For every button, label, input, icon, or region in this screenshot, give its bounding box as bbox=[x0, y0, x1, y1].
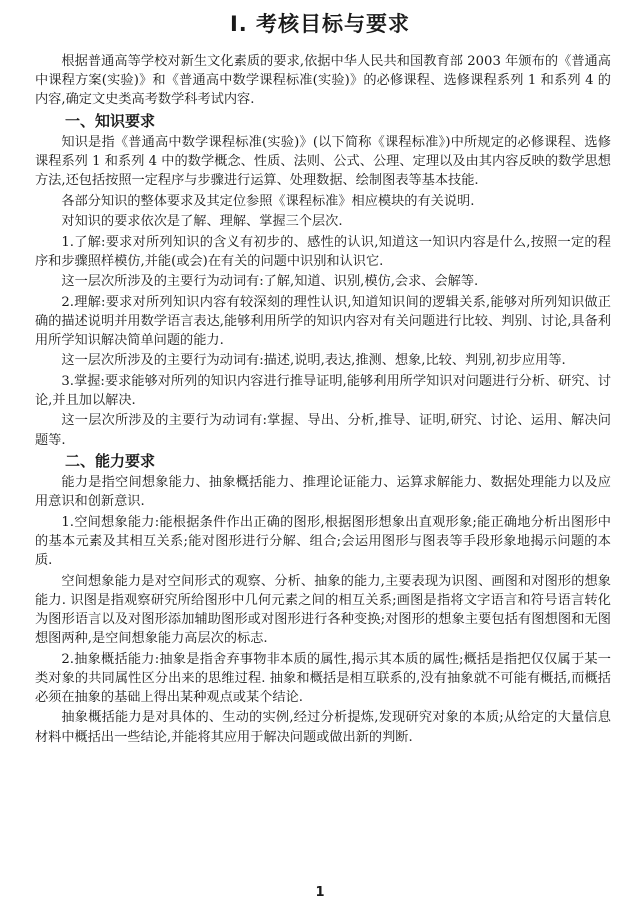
body-paragraph: 这一层次所涉及的主要行为动词有:了解,知道、识别,模仿,会求、会解等. bbox=[61, 274, 479, 290]
body-paragraph: 抽象概括能力是对具体的、生动的实例,经过分析提炼,发现研究对象的本质;从给定的大量信息材料中概括出一些结论,并能将其应用于解决问题或做出新的判断. bbox=[35, 710, 611, 745]
section-heading-ability: 二、能力要求 bbox=[65, 451, 156, 470]
page-title: Ⅰ. 考核目标与要求 bbox=[229, 12, 411, 36]
body-paragraph: 知识是指《普通高中数学课程标准(实验)》(以下简称《课程标准》)中所规定的必修课程、选修课程系列 1 和系列 4 中的数学概念、性质、法则、公式、公理、定理以及由其内容反映的数学思想方法,还包括按照一定程序与步骤进行运算、处理数据、绘制图表等基本技能. bbox=[35, 134, 611, 189]
body-paragraph: 2.理解:要求对所列知识内容有较深刻的理性认识,知道知识间的逻辑关系,能够对所列知识做正确的描述说明并用数学语言表达,能够利用所学的知识内容对有关问题进行比较、判别、讨论,具备利用所学知识解决简单问题的能力. bbox=[35, 294, 611, 348]
body-paragraph: 1.空间想象能力:能根据条件作出正确的图形,根据图形想象出直观形象;能正确地分析出图形中的基本元素及其相互关系;能对图形进行分解、组合;会运用图形与图表等手段形象地揭示问题的本质. bbox=[35, 514, 611, 569]
page-number: 1 bbox=[315, 885, 325, 900]
body-paragraph: 空间想象能力是对空间形式的观察、分析、抽象的能力,主要表现为识图、画图和对图形的想象能力. 识图是指观察研究所给图形中几何元素之间的相互关系;画图是指将文字语言和符号语言转化为图形语言以及对图形添加辅助图形或对图形进行各种变换;对图形的想象主要包括有图想图和无图想图两种,是空间想象能力高层次的标志. bbox=[35, 573, 611, 647]
body-paragraph: 对知识的要求依次是了解、理解、掌握三个层次. bbox=[61, 214, 343, 230]
section-heading-knowledge: 一、知识要求 bbox=[65, 111, 156, 130]
body-paragraph: 1.了解:要求对所列知识的含义有初步的、感性的认识,知道这一知识内容是什么,按照一定的程序和步骤照样模仿,并能(或会)在有关的问题中识别和认识它. bbox=[35, 234, 611, 269]
body-paragraph: 能力是指空间想象能力、抽象概括能力、推理论证能力、运算求解能力、数据处理能力以及应用意识和创新意识. bbox=[35, 475, 611, 510]
document-body bbox=[35, 52, 611, 748]
body-paragraph: 2.抽象概括能力:抽象是指舍弃事物非本质的属性,揭示其本质的属性;概括是指把仅仅属于某一类对象的共同属性区分出来的思维过程. 抽象和概括是相互联系的,没有抽象就不可能有概括,而概括必须在抽象的基础上得出某种观点或某个结论. bbox=[35, 651, 611, 705]
intro-paragraph: 根据普通高等学校对新生文化素质的要求,依据中华人民共和国教育部 2003 年颁布的《普通高中课程方案(实验)》和《普通高中数学课程标准(实验)》的必修课程、选修课程系列 1 和系列 4 的内容,确定文史类高考数学科考试内容. bbox=[35, 54, 611, 108]
body-paragraph: 这一层次所涉及的主要行为动词有:掌握、导出、分析,推导、证明,研究、讨论、运用、解决问题等. bbox=[35, 413, 611, 448]
body-paragraph: 这一层次所涉及的主要行为动词有:描述,说明,表达,推测、想象,比较、判别,初步应用等. bbox=[61, 353, 566, 369]
body-paragraph: 各部分知识的整体要求及其定位参照《课程标准》相应模块的有关说明. bbox=[61, 193, 475, 209]
body-paragraph: 3.掌握:要求能够对所列的知识内容进行推导证明,能够利用所学知识对问题进行分析、研究、讨论,并且加以解决. bbox=[35, 373, 611, 408]
